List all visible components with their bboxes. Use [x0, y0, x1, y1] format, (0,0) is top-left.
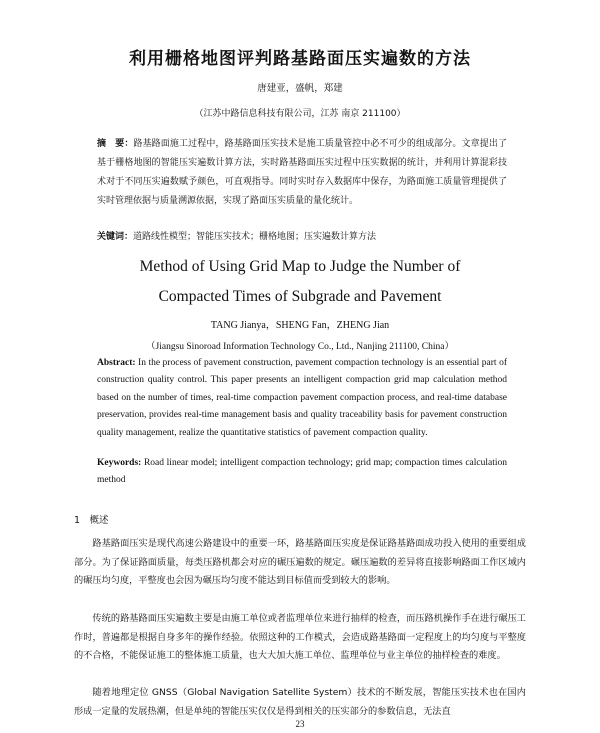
keywords-cn-text: 道路线性模型；智能压实技术；栅格地图；压实遍数计算方法	[133, 232, 377, 242]
abstract-en	[97, 355, 507, 442]
abstract-en-text: In the process of pavement construction, pavement compaction technology is an essential part of construction quality control. This paper presents an intelligent compaction grid map calculation method based on the number of times, real-time compaction pavement compaction process, and real-time database preservation, provides real-time management basis and quality traceability basis for pavement construction quality management, realize the quantitative statistics of pavement compaction quality.	[97, 358, 507, 438]
affiliation-cn: （江苏中路信息科技有限公司，江苏 南京 211100）	[194, 109, 406, 119]
authors-cn: 唐建亚，盛帆，郑建	[257, 83, 343, 94]
abstract-cn-label: 摘 要：	[97, 139, 134, 149]
body-paragraph: 传统的路基路面压实遍数主要是由施工单位或者监理单位来进行抽样的检查，而压路机操作手在进行碾压工作时，普遍都是根据自身多年的操作经验。依照这种的工作模式，会造成路基路面一定程度上的均匀度与平整度的不合格，不能保证施工的整体施工质量，也大大加大施工单位、监理单位与业主单位的抽样检查的难度。	[74, 613, 526, 662]
paper-title-en-line1: Method of Using Grid Map to Judge the Number of	[139, 258, 461, 275]
abstract-cn-text: 路基路面施工过程中，路基路面压实技术是施工质量管控中必不可少的组成部分。文章提出了基于栅格地图的智能压实遍数计算方法，实时路基路面压实过程中压实数据的统计，并利用计算混彩技术对于不同压实遍数赋予颜色，可直观指导。同时实时存入数据库中保存，为路面施工质量管理提供了实时管理依据与质量溯源依据，实现了路面压实质量的量化统计。	[97, 139, 507, 206]
keywords-en-text: Road linear model; intelligent compaction technology; grid map; compaction times calculation method	[97, 458, 507, 486]
section-heading: 1 概述	[74, 515, 109, 526]
abstract-cn	[97, 135, 507, 211]
abstract-en-label: Abstract:	[97, 358, 136, 368]
keywords-en	[97, 455, 507, 490]
affiliation-en: （Jiangsu Sinoroad Information Technology Co., Ltd., Nanjing 211100, China）	[146, 342, 454, 352]
body-paragraph: 路基路面压实是现代高速公路建设中的重要一环，路基路面压实度是保证路基路面成功投入使用的重要组成部分。为了保证路面质量，每类压路机都会对应的碾压遍数的规定。碾压遍数的差异将直接影响路面工作区域内的碾压均匀度，平整度也会因为碾压均匀度不能达到目标值而受到较大的影响。	[74, 538, 526, 587]
body-paragraph: 随着地理定位 GNSS（Global Navigation Satellite System）技术的不断发展，智能压实技术也在国内形成一定量的发展热潮，但是单纯的智能压实仅仅是得到相关的压实部分的参数信息，无法直	[74, 687, 526, 717]
authors-en: TANG Jianya，SHENG Fan，ZHENG Jian	[210, 320, 390, 331]
keywords-cn-label: 关键词：	[97, 232, 134, 242]
keywords-cn	[97, 228, 507, 247]
page-number: 23	[295, 719, 305, 729]
keywords-en-label: Keywords:	[97, 458, 142, 468]
paper-title-en-line2: Compacted Times of Subgrade and Pavement	[158, 288, 442, 305]
paper-title-cn: 利用栅格地图评判路基路面压实遍数的方法	[129, 49, 471, 69]
